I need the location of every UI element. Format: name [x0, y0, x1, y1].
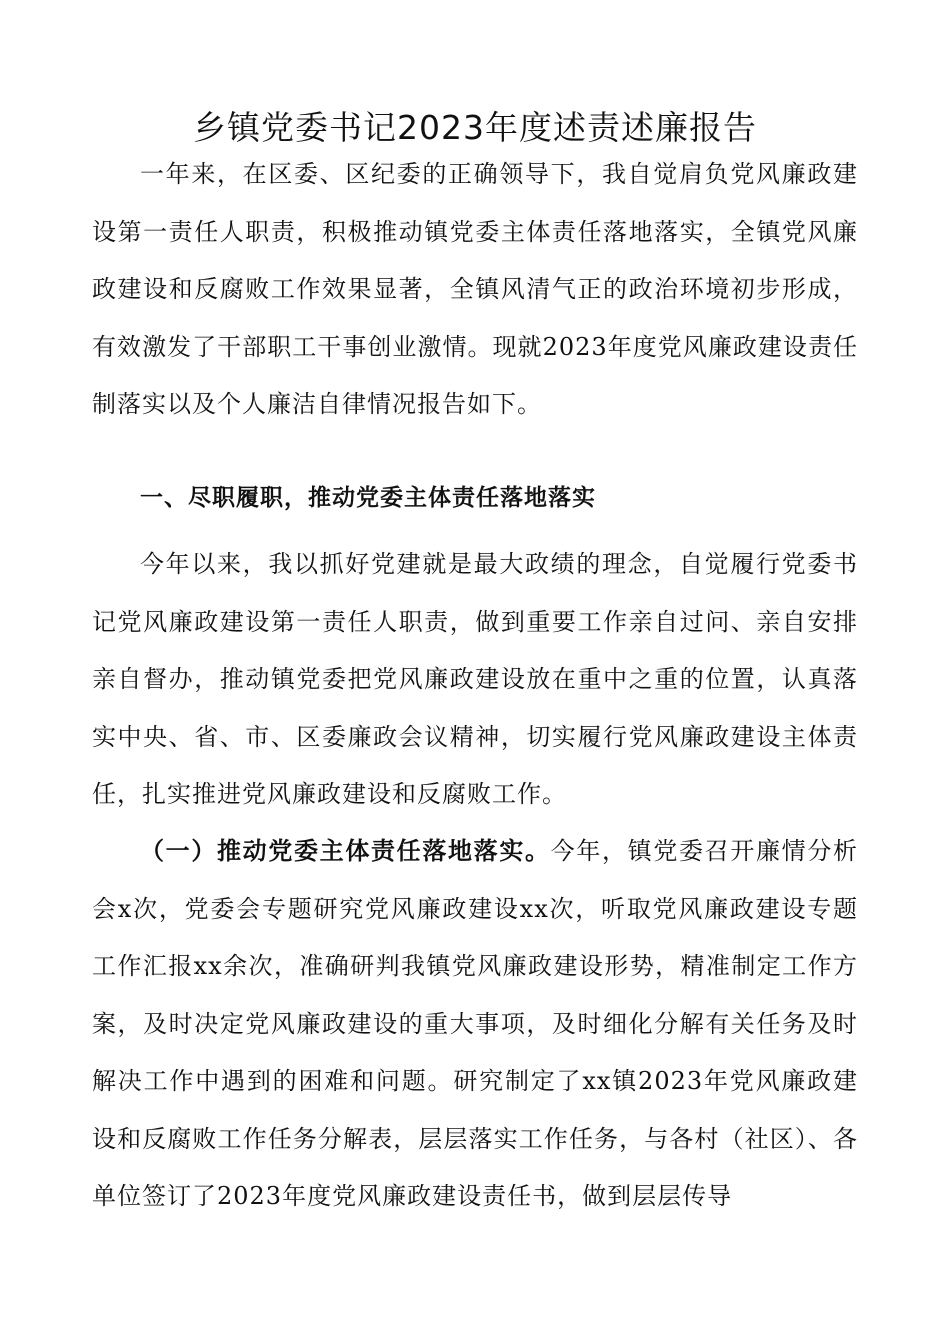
intro-paragraph: 一年来，在区委、区纪委的正确领导下，我自觉肩负党风廉政建设第一责任人职责，积极推动镇党委主体责任落地落实，全镇党风廉政建设和反腐败工作效果显著，全镇风清气正的政治环境初步形成，有效激发了干部职工干事创业激情。现就2023年度党风廉政建设责任制落实以及个人廉洁自律情况报告如下。 [92, 160, 858, 418]
subsection-1-text: 今年，镇党委召开廉情分析会x次，党委会专题研究党风廉政建设xx次，听取党风廉政建设专题工作汇报xx余次，准确研判我镇党风廉政建设形势，精准制定工作方案，及时决定党风廉政建设的重大事项，及时细化分解有关任务及时解决工作中遇到的困难和问题。研究制定了xx镇2023年党风廉政建设和反腐败工作任务分解表，层层落实工作任务，与各村（社区）、各单位签订了2023年度党风廉政建设责任书，做到层层传导 [92, 837, 859, 1210]
document-title: 乡镇党委书记2023年度述责述廉报告 [193, 108, 757, 147]
section-heading-1: 一、尽职履职，推动党委主体责任落地落实 [140, 485, 596, 511]
subsection-1-paragraph [92, 823, 858, 1226]
subsection-1-heading: （一）推动党委主体责任落地落实。 [140, 837, 551, 865]
section-1-paragraph: 今年以来，我以抓好党建就是最大政绩的理念，自觉履行党委书记党风廉政建设第一责任人职责，做到重要工作亲自过问、亲自安排亲自督办，推动镇党委把党风廉政建设放在重中之重的位置，认真落实中央、省、市、区委廉政会议精神，切实履行党风廉政建设主体责任，扎实推进党风廉政建设和反腐败工作。 [92, 550, 858, 808]
